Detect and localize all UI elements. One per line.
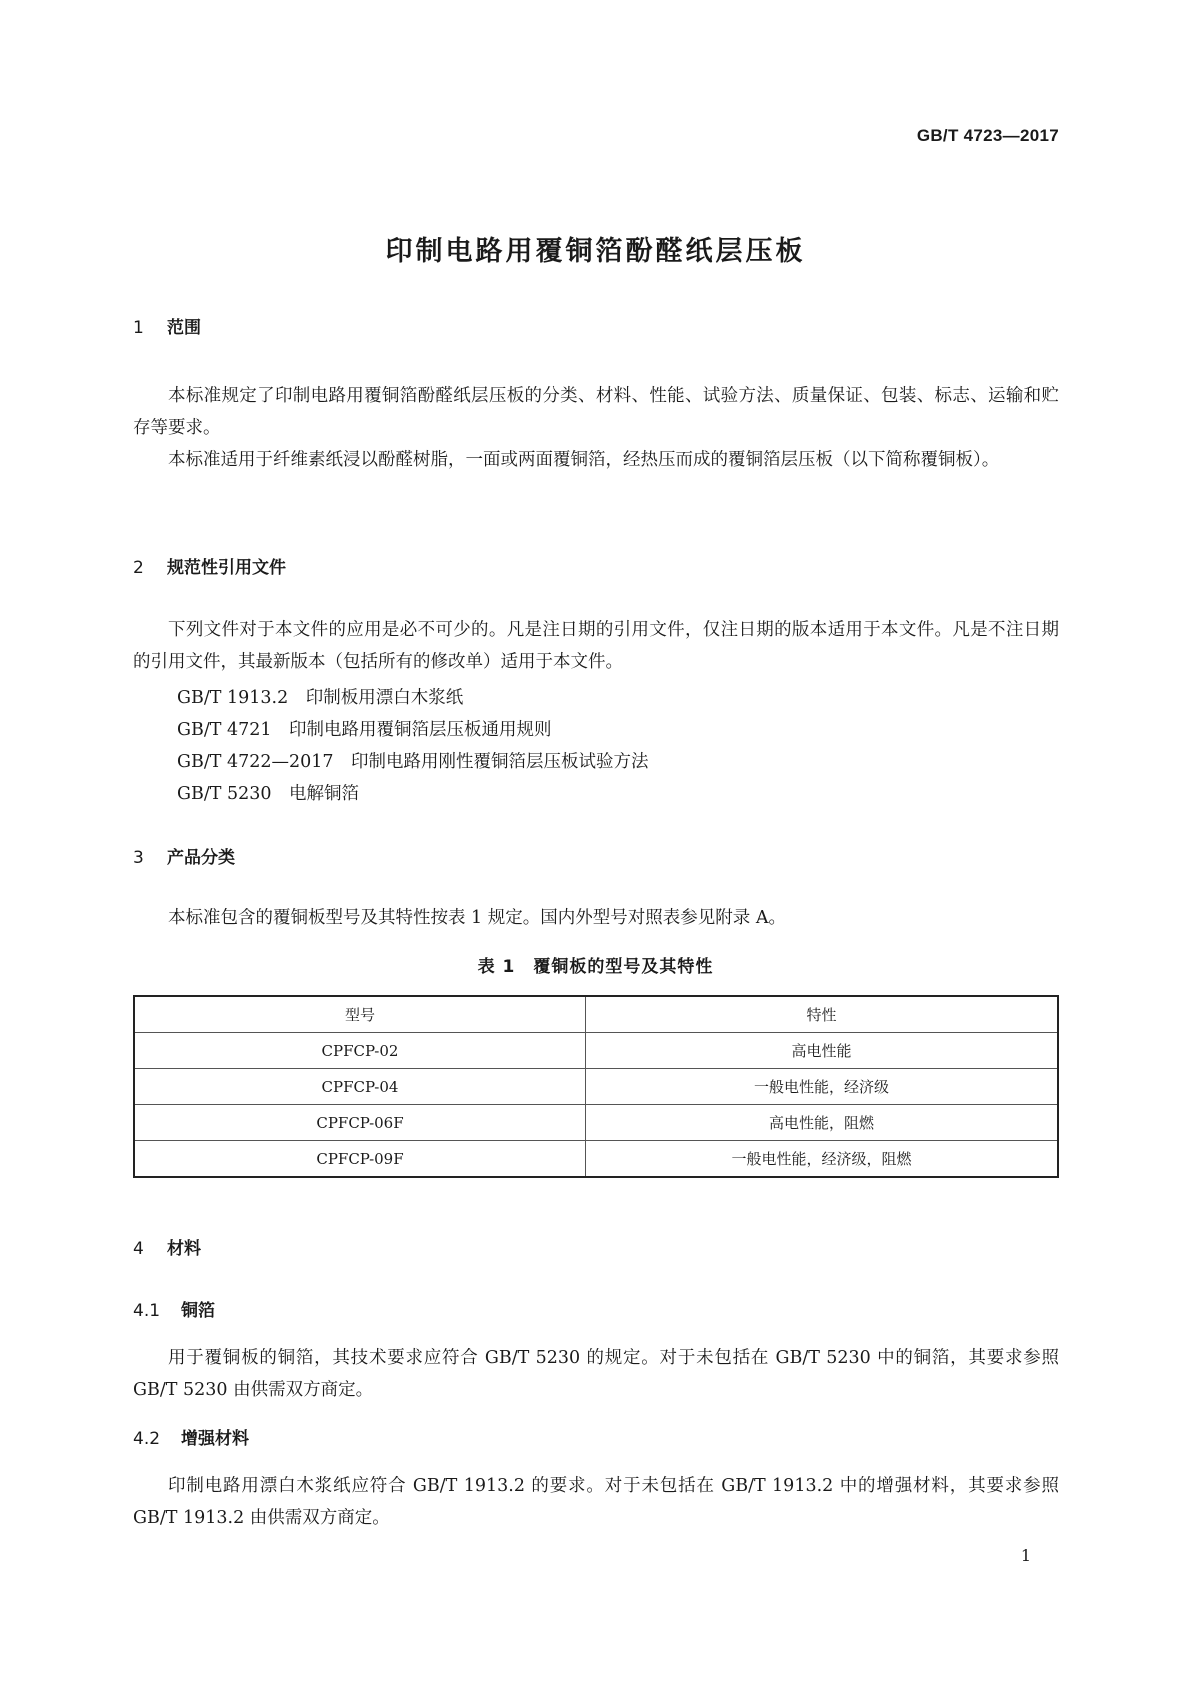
table-row [134, 1033, 1058, 1069]
model-table [133, 995, 1059, 1178]
table-row [134, 1141, 1058, 1178]
table-header-row [134, 996, 1058, 1033]
page-number: 1 [1020, 1546, 1031, 1565]
section-number: 4.2 [133, 1429, 161, 1449]
section-title: 范围 [167, 318, 201, 338]
model-cell: CPFCP-02 [134, 1033, 586, 1069]
model-cell: CPFCP-06F [134, 1105, 586, 1141]
section-number: 2 [133, 558, 144, 578]
table-row [134, 1069, 1058, 1105]
section-1-paragraph-2: 本标准适用于纤维素纸浸以酚醛树脂，一面或两面覆铜箔，经热压而成的覆铜箔层压板（以下简称覆铜板）。 [168, 450, 1000, 470]
table-row [134, 1105, 1058, 1141]
reference-item: GB/T 1913.2 印制板用漂白木浆纸 [177, 688, 464, 708]
section-4-1-heading [133, 1296, 215, 1321]
property-cell: 高电性能，阻燃 [586, 1105, 1059, 1141]
reference-item: GB/T 4722—2017 印制电路用刚性覆铜箔层压板试验方法 [177, 752, 649, 772]
section-title: 材料 [167, 1239, 201, 1259]
standard-number: GB/T 4723—2017 [916, 126, 1059, 145]
reference-item: GB/T 5230 电解铜箔 [177, 784, 360, 804]
property-cell: 一般电性能，经济级 [586, 1069, 1059, 1105]
section-4-2-paragraph: 印制电路用漂白木浆纸应符合 GB/T 1913.2 的要求。对于未包括在 GB/T 1913.2 中的增强材料，其要求参照 GB/T 1913.2 由供需双方商定。 [133, 1476, 1059, 1528]
section-1-heading [133, 313, 201, 338]
section-number: 1 [133, 318, 144, 338]
section-2-intro: 下列文件对于本文件的应用是必不可少的。凡是注日期的引用文件，仅注日期的版本适用于本文件。凡是不注日期的引用文件，其最新版本（包括所有的修改单）适用于本文件。 [133, 620, 1059, 672]
property-cell: 一般电性能，经济级，阻燃 [586, 1141, 1059, 1178]
table-caption: 表 1 覆铜板的型号及其特性 [477, 957, 714, 977]
section-number: 3 [133, 848, 144, 868]
section-4-heading [133, 1234, 201, 1259]
section-number: 4.1 [133, 1301, 161, 1321]
section-4-2-heading [133, 1424, 249, 1449]
section-title: 产品分类 [167, 848, 235, 868]
section-3-paragraph: 本标准包含的覆铜板型号及其特性按表 1 规定。国内外型号对照表参见附录 A。 [168, 908, 786, 928]
model-cell: CPFCP-09F [134, 1141, 586, 1178]
section-1-paragraph-1: 本标准规定了印制电路用覆铜箔酚醛纸层压板的分类、材料、性能、试验方法、质量保证、包装、标志、运输和贮存等要求。 [133, 386, 1059, 438]
section-title: 铜箔 [181, 1301, 215, 1321]
model-cell: CPFCP-04 [134, 1069, 586, 1105]
section-2-heading [133, 553, 286, 578]
column-header: 型号 [134, 996, 586, 1033]
section-3-heading [133, 843, 235, 868]
section-title: 增强材料 [181, 1429, 249, 1449]
section-number: 4 [133, 1239, 144, 1259]
section-4-1-paragraph: 用于覆铜板的铜箔，其技术要求应符合 GB/T 5230 的规定。对于未包括在 GB/T 5230 中的铜箔，其要求参照 GB/T 5230 由供需双方商定。 [133, 1348, 1059, 1400]
section-title: 规范性引用文件 [167, 558, 286, 578]
document-title: 印制电路用覆铜箔酚醛纸层压板 [385, 236, 806, 267]
column-header: 特性 [586, 996, 1059, 1033]
reference-item: GB/T 4721 印制电路用覆铜箔层压板通用规则 [177, 720, 552, 740]
property-cell: 高电性能 [586, 1033, 1059, 1069]
